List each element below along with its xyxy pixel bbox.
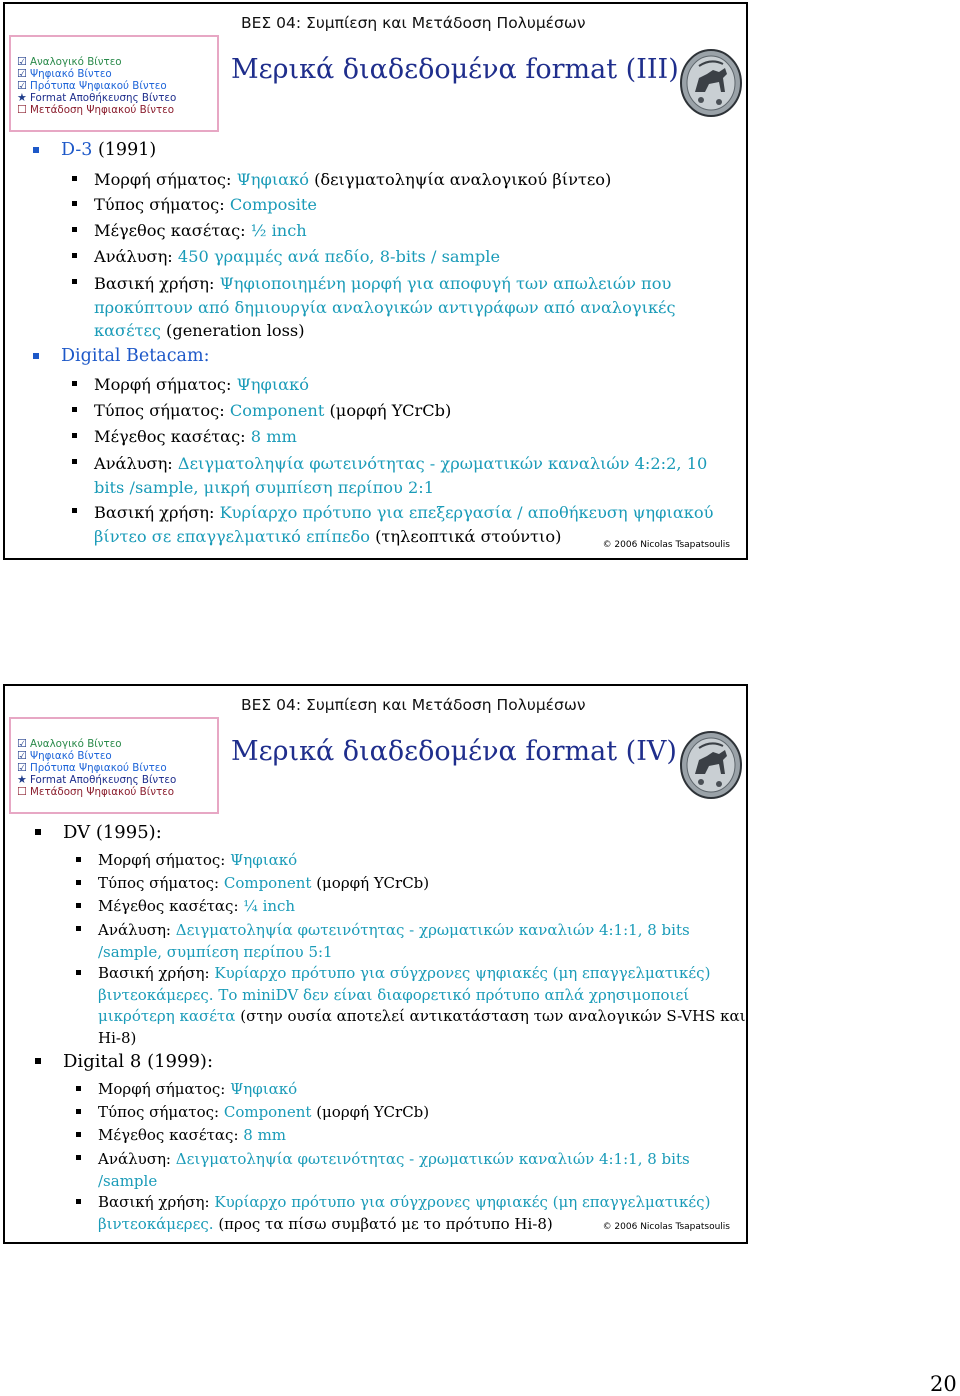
dv-resolution: Ανάλυση: Δειγματοληψία φωτεινότητας - χρωματικών καναλιών 4:1:1, 8 bits /sample, συμπίεση περίπου 5:1 <box>98 919 690 963</box>
d3-usage: Βασική χρήση: Ψηφιοποιημένη μορφή για αποφυγή των απωλειών που προκύπτουν από δημιουργία αναλογικών αντιγράφων από αναλογικές κασέτες (generation loss) <box>94 272 676 343</box>
bullet-d3: D-3 (1991) <box>61 140 156 161</box>
dbeta-signal-type: Τύπος σήματος: Component (μορφή YCrCb) <box>94 400 451 421</box>
dv-tape-size: Μέγεθος κασέτας: ¼ inch <box>98 896 295 917</box>
d8-signal-form: Μορφή σήματος: Ψηφιακό <box>98 1079 297 1100</box>
coin-logo-icon <box>679 48 743 118</box>
bullet-dv: DV (1995): <box>63 822 162 843</box>
page-number: 20 <box>930 1372 957 1396</box>
course-title: ΒΕΣ 04: Συμπίεση και Μετάδοση Πολυμέσων <box>241 14 586 32</box>
star-icon: ★ <box>17 773 27 786</box>
dbeta-resolution: Ανάλυση: Δειγματοληψία φωτεινότητας - χρωματικών καναλιών 4:2:2, 10 bits /sample, μικρή συμπίεση περίπου 2:1 <box>94 452 707 500</box>
bullet-marker <box>35 1058 41 1064</box>
checkbox-checked-icon: ☑ <box>17 737 27 750</box>
d3-signal-type: Τύπος σήματος: Composite <box>94 194 317 215</box>
bullet-marker <box>33 353 39 359</box>
d8-signal-type: Τύπος σήματος: Component (μορφή YCrCb) <box>98 1102 429 1123</box>
slide-title: Μερικά διαδεδομένα format (ΙV) <box>231 736 677 767</box>
bullet-digital-8: Digital 8 (1999): <box>63 1051 213 1072</box>
coin-logo-icon <box>679 730 743 800</box>
bullet-marker <box>33 147 39 153</box>
d8-usage: Βασική χρήση: Κυρίαρχο πρότυπο για σύγχρονες ψηφιακές (μη επαγγελματικές) βιντεοκάμερες. (προς τα πίσω συμβατό με το πρότυπο Hi-8) <box>98 1192 710 1235</box>
slide-title: Μερικά διαδεδομένα format (ΙΙΙ) <box>231 54 679 85</box>
copyright: © 2006 Nicolas Tsapatsoulis <box>602 1222 730 1232</box>
star-icon: ★ <box>17 91 27 104</box>
dbeta-tape-size: Μέγεθος κασέτας: 8 mm <box>94 426 297 447</box>
slide-1 <box>3 2 748 560</box>
d8-resolution: Ανάλυση: Δειγματοληψία φωτεινότητας - χρωματικών καναλιών 4:1:1, 8 bits /sample <box>98 1148 690 1192</box>
topic-navigation <box>9 35 219 132</box>
checkbox-checked-icon: ☑ <box>17 749 27 762</box>
d3-tape-size: Μέγεθος κασέτας: ½ inch <box>94 220 307 241</box>
topic-navigation <box>9 717 219 814</box>
nav-item-formats: ★ Format Αποθήκευσης Βίντεο <box>17 773 177 786</box>
copyright: © 2006 Nicolas Tsapatsoulis <box>602 540 730 550</box>
d8-tape-size: Μέγεθος κασέτας: 8 mm <box>98 1125 286 1146</box>
bullet-marker <box>35 829 41 835</box>
d3-resolution: Ανάλυση: 450 γραμμές ανά πεδίο, 8-bits / sample <box>94 246 500 267</box>
dv-signal-form: Μορφή σήματος: Ψηφιακό <box>98 850 297 871</box>
checkbox-empty-icon: ☐ <box>17 785 27 798</box>
checkbox-checked-icon: ☑ <box>17 55 27 68</box>
checkbox-checked-icon: ☑ <box>17 67 27 80</box>
checkbox-empty-icon: ☐ <box>17 103 27 116</box>
nav-item-standards: ☑ Πρότυπα Ψηφιακού Βίντεο <box>17 761 167 774</box>
dbeta-usage: Βασική χρήση: Κυρίαρχο πρότυπο για επεξεργασία / αποθήκευση ψηφιακού βίντεο σε επαγγελματικό επίπεδο (τηλεοπτικά στούντιο) <box>94 501 713 549</box>
nav-item-digital: ☑ Ψηφιακό Βίντεο <box>17 67 112 80</box>
checkbox-checked-icon: ☑ <box>17 761 27 774</box>
nav-item-analog: ☑ Αναλογικό Βίντεο <box>17 737 122 750</box>
nav-item-transmission: ☐ Μετάδοση Ψηφιακού Βίντεο <box>17 103 175 116</box>
nav-item-analog: ☑ Αναλογικό Βίντεο <box>17 55 122 68</box>
dbeta-signal-form: Μορφή σήματος: Ψηφιακό <box>94 374 309 395</box>
dv-signal-type: Τύπος σήματος: Component (μορφή YCrCb) <box>98 873 429 894</box>
bullet-digital-betacam: Digital Betacam: <box>61 346 209 367</box>
nav-item-standards: ☑ Πρότυπα Ψηφιακού Βίντεο <box>17 79 167 92</box>
nav-item-transmission: ☐ Μετάδοση Ψηφιακού Βίντεο <box>17 785 175 798</box>
slide-2 <box>3 684 748 1244</box>
nav-item-digital: ☑ Ψηφιακό Βίντεο <box>17 749 112 762</box>
d3-signal-form: Μορφή σήματος: Ψηφιακό (δειγματοληψία αναλογικού βίντεο) <box>94 169 611 190</box>
course-title: ΒΕΣ 04: Συμπίεση και Μετάδοση Πολυμέσων <box>241 696 586 714</box>
dv-usage: Βασική χρήση: Κυρίαρχο πρότυπο για σύγχρονες ψηφιακές (μη επαγγελματικές) βιντεοκάμερες. Το miniDV δεν είναι διαφορετικό πρότυπο απλά χρησιμοποιεί μικρότερη κασέτα (στην ουσία αποτελεί αντικατάσταση των αναλογικών S-VHS και Hi-8) <box>98 963 746 1049</box>
nav-item-formats: ★ Format Αποθήκευσης Βίντεο <box>17 91 177 104</box>
checkbox-checked-icon: ☑ <box>17 79 27 92</box>
